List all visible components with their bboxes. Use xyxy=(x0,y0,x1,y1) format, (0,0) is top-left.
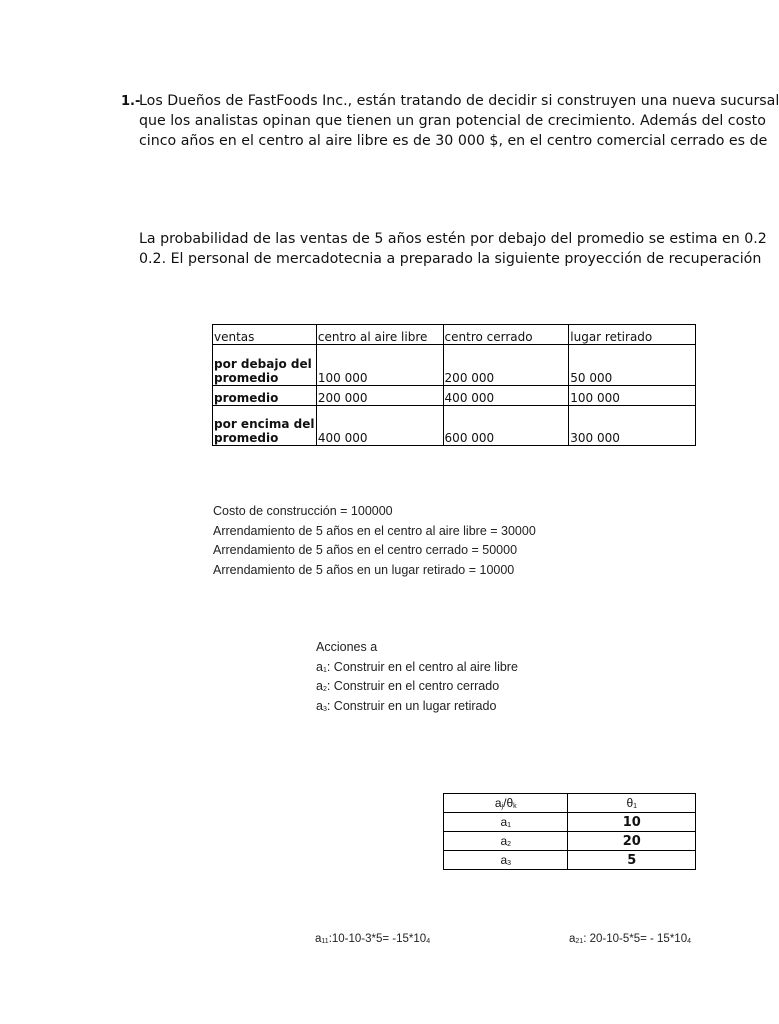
matrix-value: 20 xyxy=(568,832,696,851)
cell-value: 600 000 xyxy=(443,406,569,446)
formula-right: $a_{21}$: $20-10-5*5= - 15*10_4$ xyxy=(569,933,692,945)
table-row xyxy=(213,386,696,406)
matrix-row xyxy=(444,813,696,832)
problem-number: 1.- xyxy=(121,94,141,109)
matrix-action: $a_1$ xyxy=(444,813,568,832)
row-label: por debajo del promedio xyxy=(213,345,317,386)
problem-line: cinco años en el centro al aire libre es de 30 000 $, en el centro comercial cerrado es de xyxy=(139,133,768,149)
cell-value: 400 000 xyxy=(316,406,443,446)
matrix-action: $a_3$ xyxy=(444,851,568,870)
payoff-matrix xyxy=(443,793,696,870)
probability-line: La probabilidad de las ventas de 5 años estén por debajo del promedio se estima en 0.2 xyxy=(139,231,767,247)
header-cell: centro cerrado xyxy=(443,325,569,345)
matrix-value: 10 xyxy=(568,813,696,832)
cell-value: 300 000 xyxy=(569,406,696,446)
row-label: por encima del promedio xyxy=(213,406,317,446)
probability-line: 0.2. El personal de mercadotecnia a preparado la siguiente proyección de recuperación xyxy=(139,251,762,267)
actions-title: Acciones a xyxy=(316,640,378,654)
header-cell: centro al aire libre xyxy=(316,325,443,345)
cost-line: Arrendamiento de 5 años en un lugar retirado = 10000 xyxy=(213,562,515,577)
sales-table xyxy=(212,324,696,446)
cell-value: 50 000 xyxy=(569,345,696,386)
cell-value: 100 000 xyxy=(569,386,696,406)
row-label: promedio xyxy=(213,386,317,406)
sales-table-header xyxy=(213,325,696,345)
matrix-header xyxy=(444,794,696,813)
matrix-row xyxy=(444,832,696,851)
matrix-action: $a_2$ xyxy=(444,832,568,851)
table-row xyxy=(213,406,696,446)
problem-line: que los analistas opinan que tienen un gran potencial de crecimiento. Además del costo xyxy=(139,113,766,129)
cost-line: Arrendamiento de 5 años en el centro al aire libre = 30000 xyxy=(213,523,536,538)
matrix-value: 5 xyxy=(568,851,696,870)
cost-line: Costo de construcción = 100000 xyxy=(213,504,393,518)
header-cell: lugar retirado xyxy=(569,325,696,345)
formula-left: $a_{11}:10-10-3*5= -15*10_4$ xyxy=(315,933,431,945)
problem-statement xyxy=(139,91,779,151)
problem-line: Los Dueños de FastFoods Inc., están tratando de decidir si construyen una nueva sucursal xyxy=(139,93,779,109)
cell-value: 100 000 xyxy=(316,345,443,386)
table-row xyxy=(213,345,696,386)
cell-value: 400 000 xyxy=(443,386,569,406)
costs-list xyxy=(213,504,536,582)
matrix-header-cell: $a_j/\theta_k$ xyxy=(444,794,568,813)
action-item: $a_2$: Construir en el centro cerrado xyxy=(316,679,500,693)
action-item: $a_1$: Construir en el centro al aire libre xyxy=(316,659,518,674)
matrix-row xyxy=(444,851,696,870)
matrix-header-cell: $\theta_1$ xyxy=(568,794,696,813)
actions-list xyxy=(316,640,518,718)
cell-value: 200 000 xyxy=(443,345,569,386)
cost-line: Arrendamiento de 5 años en el centro cerrado = 50000 xyxy=(213,543,518,557)
header-cell: ventas xyxy=(213,325,317,345)
cell-value: 200 000 xyxy=(316,386,443,406)
action-item: $a_3$: Construir en un lugar retirado xyxy=(316,698,497,713)
probability-paragraph xyxy=(139,229,767,269)
